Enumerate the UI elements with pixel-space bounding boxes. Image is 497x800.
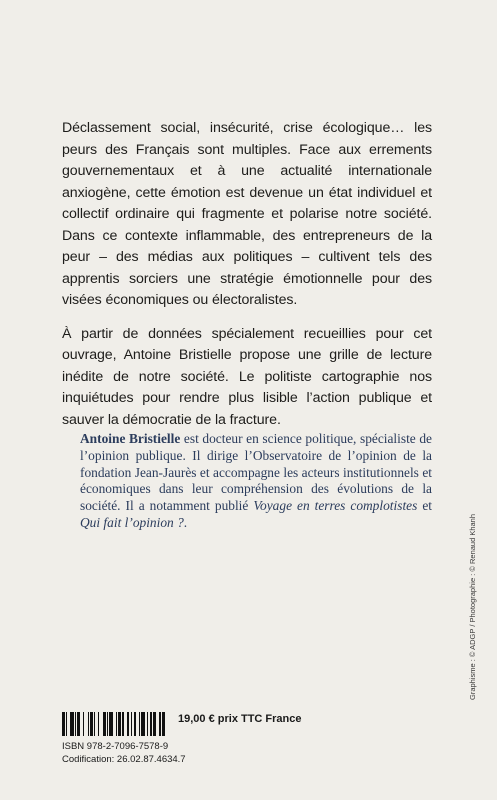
author-name: Antoine Bristielle: [80, 431, 181, 446]
blurb-paragraph-1: Déclassement social, insécurité, crise écologique… les peurs des Français sont multiples. Face aux errements gouvernementaux et à une actualité internationale anxiogène, cette émotion est devenue un état individuel et collectif ordinaire qui fragmente et polarise notre société. Dans ce contexte inflammable, des entrepreneurs de la peur – des médias aux politiques – cultivent tels des apprentis sorciers une stratégie émotionnelle pour des visées économiques ou électoralistes.: [62, 120, 432, 308]
blurb-text: [62, 118, 432, 443]
bio-connector: et: [417, 498, 432, 514]
bio-text: est docteur en science politique, spécialiste de l’opinion publique. Il dirige l’Observatoire de l’opinion de la fondation Jean-Jaurès et accompagne les acteurs institutionnels et économiques dans leur compréhension des évolutions de la société. Il a notamment publié: [80, 431, 432, 514]
credits-vertical: Graphisme : © ADGP / Photographie : © Renaud Khanh: [468, 513, 477, 700]
codification-label: Codification: 26.02.87.4634.7: [62, 754, 186, 765]
price-label: 19,00 € prix TTC France: [178, 713, 302, 725]
blurb-paragraph-2: À partir de données spécialement recueillies pour cet ouvrage, Antoine Bristielle propose une grille de lecture inédite de notre société. Le politiste cartographie nos inquiétudes pour rendre plus lisible l’action publique et sauver la démocratie de la fracture.: [62, 325, 432, 428]
author-bio: [80, 431, 432, 532]
bio-end: .: [183, 514, 188, 530]
barcode-bar: [165, 712, 166, 736]
isbn-label: ISBN 978-2-7096-7578-9: [62, 741, 169, 752]
book-title-2: Qui fait l’opinion ?: [80, 514, 184, 530]
book-title-1: Voyage en terres complotistes: [253, 498, 418, 514]
barcode: [62, 712, 166, 736]
